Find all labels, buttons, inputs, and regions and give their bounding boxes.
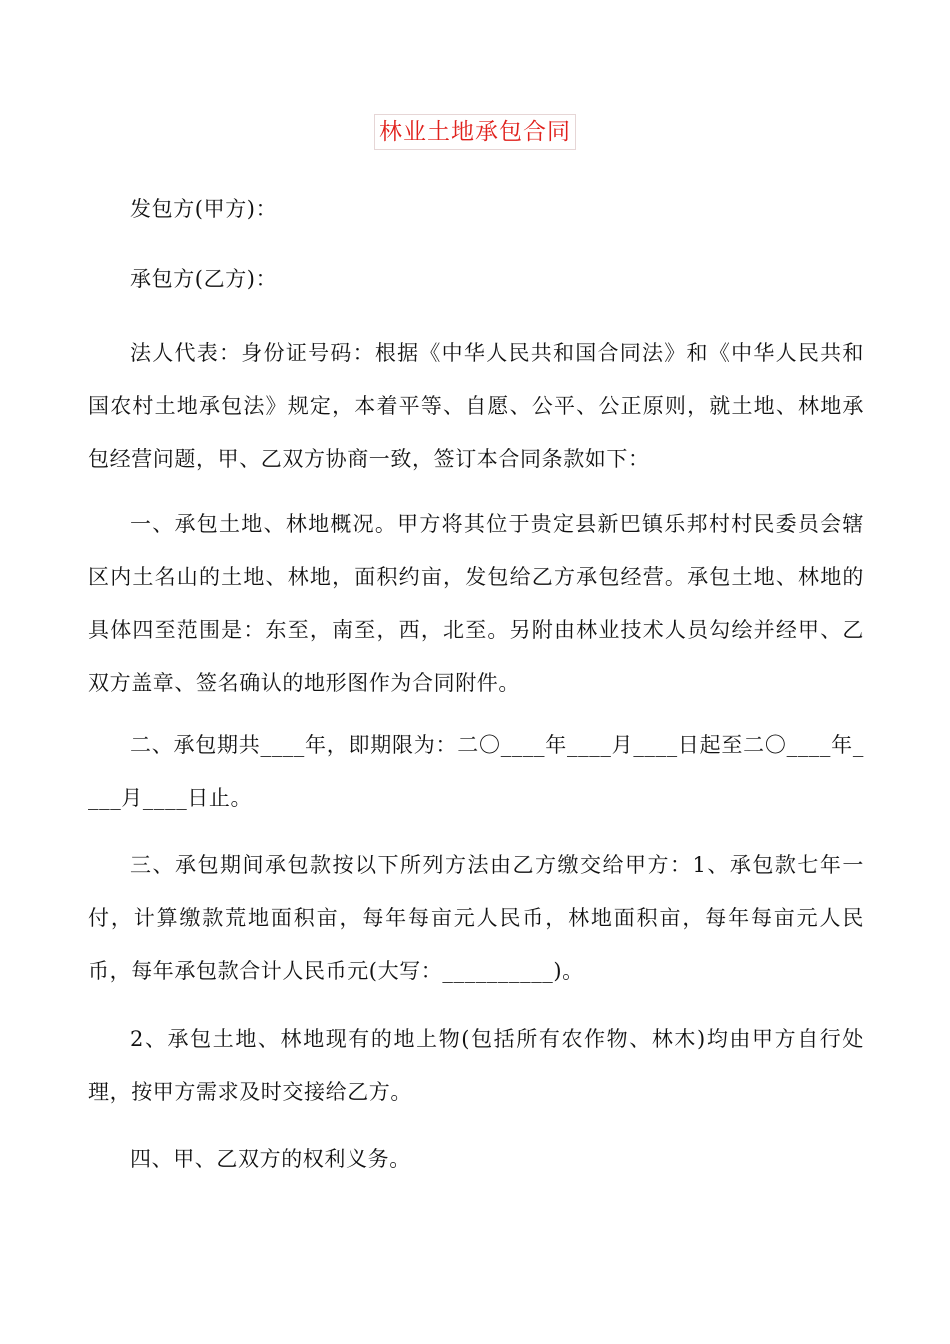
clause-3-item-2-paragraph: 2、承包土地、林地现有的地上物(包括所有农作物、林木)均由甲方自行处理，按甲方需求及时交接给乙方。 bbox=[88, 1027, 864, 1104]
clause-4-heading: 四、甲、乙双方的权利义务。 bbox=[130, 1147, 411, 1171]
document-title: 林业土地承包合同 bbox=[374, 114, 576, 150]
party-a-line: 发包方(甲方)： bbox=[130, 197, 278, 221]
clause-1-paragraph: 一、承包土地、林地概况。甲方将其位于贵定县新巴镇乐邦村村民委员会辖区内土名山的土地、林地，面积约亩，发包给乙方承包经营。承包土地、林地的具体四至范围是：东至，南至，西，北至。另附由林业技术人员勾绘并经甲、乙双方盖章、签名确认的地形图作为合同附件。 bbox=[88, 512, 864, 695]
clause-3-paragraph: 三、承包期间承包款按以下所列方法由乙方缴交给甲方：1、承包款七年一付，计算缴款荒地面积亩，每年每亩元人民币，林地面积亩，每年每亩元人民币，每年承包款合计人民币元(大写：__________)。 bbox=[88, 853, 864, 983]
clause-2-paragraph: 二、承包期共____年，即期限为：二〇____年____月____日起至二〇____年____月____日止。 bbox=[88, 733, 864, 810]
title-container bbox=[0, 114, 950, 150]
preamble-paragraph: 法人代表：身份证号码：根据《中华人民共和国合同法》和《中华人民共和国农村土地承包法》规定，本着平等、自愿、公平、公正原则，就土地、林地承包经营问题，甲、乙双方协商一致，签订本合同条款如下： bbox=[88, 341, 864, 471]
party-b-line: 承包方(乙方)： bbox=[130, 267, 278, 291]
